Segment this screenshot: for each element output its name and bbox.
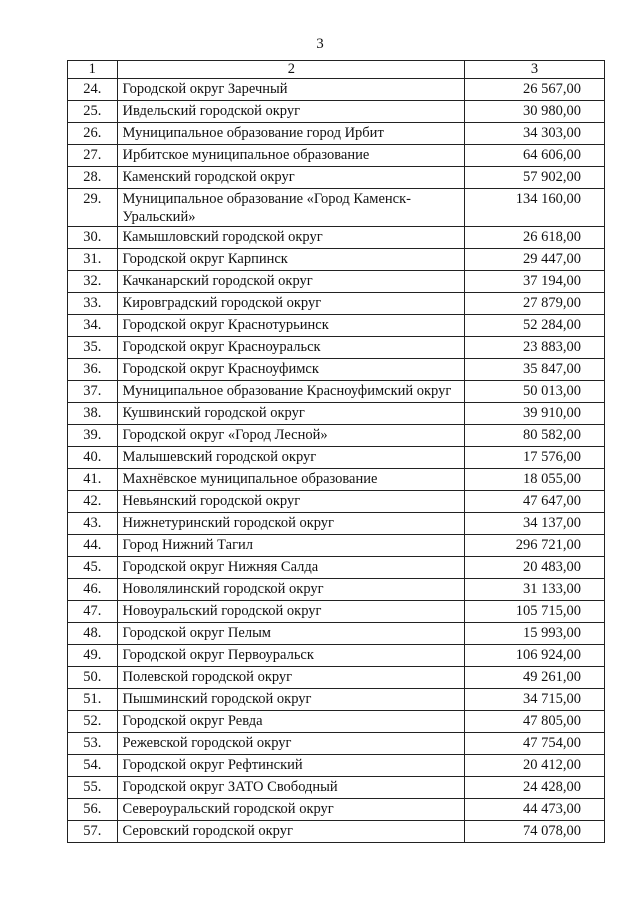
amount-value: 39 910,00 [465,403,605,425]
amount-value: 31 133,00 [465,579,605,601]
amount-value: 29 447,00 [465,249,605,271]
row-number: 29. [68,189,118,227]
amount-value: 34 715,00 [465,689,605,711]
row-number: 24. [68,79,118,101]
row-number: 55. [68,777,118,799]
row-number: 49. [68,645,118,667]
municipality-name: Городской округ Краснотурьинск [117,315,465,337]
page-number: 3 [316,36,324,52]
municipality-name: Новолялинский городской округ [117,579,465,601]
row-number: 56. [68,799,118,821]
municipality-name: Городской округ Нижняя Салда [117,557,465,579]
row-number: 30. [68,227,118,249]
amount-value: 18 055,00 [465,469,605,491]
amount-value: 20 412,00 [465,755,605,777]
row-number: 51. [68,689,118,711]
amount-value: 47 647,00 [465,491,605,513]
row-number: 34. [68,315,118,337]
municipality-name: Камышловский городской округ [117,227,465,249]
row-number: 31. [68,249,118,271]
amount-value: 34 137,00 [465,513,605,535]
row-number: 26. [68,123,118,145]
table-row [68,535,605,557]
table-row [68,381,605,403]
municipality-name: Город Нижний Тагил [117,535,465,557]
table-row [68,167,605,189]
row-number: 39. [68,425,118,447]
row-number: 40. [68,447,118,469]
amount-value: 50 013,00 [465,381,605,403]
table-row [68,79,605,101]
table-row [68,491,605,513]
table-row [68,799,605,821]
municipality-name: Полевской городской округ [117,667,465,689]
amount-value: 44 473,00 [465,799,605,821]
amount-value: 24 428,00 [465,777,605,799]
row-number: 25. [68,101,118,123]
amount-value: 57 902,00 [465,167,605,189]
amount-value: 37 194,00 [465,271,605,293]
row-number: 38. [68,403,118,425]
table-row [68,145,605,167]
municipality-name: Городской округ Красноуфимск [117,359,465,381]
municipality-name: Городской округ ЗАТО Свободный [117,777,465,799]
municipality-name: Муниципальное образование Красноуфимский округ [117,381,465,403]
municipality-name: Малышевский городской округ [117,447,465,469]
municipality-name: Невьянский городской округ [117,491,465,513]
table-row [68,271,605,293]
municipality-name: Городской округ Рефтинский [117,755,465,777]
table-row [68,645,605,667]
row-number: 32. [68,271,118,293]
municipality-name: Ирбитское муниципальное образование [117,145,465,167]
table-row [68,689,605,711]
amount-value: 15 993,00 [465,623,605,645]
amount-value: 47 805,00 [465,711,605,733]
municipality-name: Городской округ Первоуральск [117,645,465,667]
amount-value: 17 576,00 [465,447,605,469]
municipality-name: Качканарский городской округ [117,271,465,293]
municipality-name: Городской округ Карпинск [117,249,465,271]
row-number: 46. [68,579,118,601]
municipality-name: Серовский городской округ [117,821,465,843]
row-number: 53. [68,733,118,755]
table-row [68,623,605,645]
amount-value: 64 606,00 [465,145,605,167]
table-header-row [68,61,605,79]
table-row [68,189,605,227]
municipality-name: Кировградский городской округ [117,293,465,315]
amount-value: 80 582,00 [465,425,605,447]
table-row [68,513,605,535]
table-row [68,733,605,755]
row-number: 57. [68,821,118,843]
table-row [68,469,605,491]
amount-value: 134 160,00 [465,189,605,227]
table-row [68,667,605,689]
table-row [68,447,605,469]
municipality-name: Нижнетуринский городской округ [117,513,465,535]
table-row [68,579,605,601]
municipality-name: Новоуральский городской округ [117,601,465,623]
amount-value: 20 483,00 [465,557,605,579]
table-row [68,337,605,359]
table-row [68,101,605,123]
row-number: 48. [68,623,118,645]
amount-value: 30 980,00 [465,101,605,123]
row-number: 36. [68,359,118,381]
row-number: 54. [68,755,118,777]
amount-value: 47 754,00 [465,733,605,755]
municipality-name: Городской округ Ревда [117,711,465,733]
table-row [68,359,605,381]
municipality-name: Городской округ «Город Лесной» [117,425,465,447]
table-row [68,425,605,447]
municipality-name: Режевской городской округ [117,733,465,755]
header-cell-number: 1 [68,61,118,79]
row-number: 52. [68,711,118,733]
municipality-name: Муниципальное образование «Город Каменск-Уральский» [117,189,465,227]
municipality-name: Городской округ Заречный [117,79,465,101]
amount-value: 106 924,00 [465,645,605,667]
table-row [68,711,605,733]
amount-value: 26 567,00 [465,79,605,101]
municipality-name: Североуральский городской округ [117,799,465,821]
municipality-name: Махнёвское муниципальное образование [117,469,465,491]
municipality-name: Кушвинский городской округ [117,403,465,425]
row-number: 47. [68,601,118,623]
row-number: 27. [68,145,118,167]
header-cell-sum: 3 [465,61,605,79]
municipality-name: Городской округ Красноуральск [117,337,465,359]
table-row [68,403,605,425]
amount-value: 296 721,00 [465,535,605,557]
table-row [68,293,605,315]
municipality-name: Ивдельский городской округ [117,101,465,123]
table-row [68,123,605,145]
amount-value: 105 715,00 [465,601,605,623]
table-body [68,61,605,843]
amount-value: 27 879,00 [465,293,605,315]
table-row [68,601,605,623]
table-row [68,315,605,337]
table-row [68,249,605,271]
row-number: 50. [68,667,118,689]
row-number: 41. [68,469,118,491]
budget-distribution-table [67,60,605,843]
amount-value: 52 284,00 [465,315,605,337]
table-row [68,227,605,249]
row-number: 33. [68,293,118,315]
table-row [68,557,605,579]
row-number: 42. [68,491,118,513]
table-row [68,755,605,777]
row-number: 35. [68,337,118,359]
row-number: 45. [68,557,118,579]
row-number: 37. [68,381,118,403]
table-row [68,777,605,799]
row-number: 28. [68,167,118,189]
amount-value: 34 303,00 [465,123,605,145]
table-row [68,821,605,843]
municipality-name: Пышминский городской округ [117,689,465,711]
amount-value: 35 847,00 [465,359,605,381]
municipality-name: Муниципальное образование город Ирбит [117,123,465,145]
row-number: 44. [68,535,118,557]
municipality-name: Каменский городской округ [117,167,465,189]
amount-value: 49 261,00 [465,667,605,689]
header-cell-name: 2 [117,61,465,79]
municipality-name: Городской округ Пелым [117,623,465,645]
amount-value: 74 078,00 [465,821,605,843]
amount-value: 26 618,00 [465,227,605,249]
amount-value: 23 883,00 [465,337,605,359]
row-number: 43. [68,513,118,535]
